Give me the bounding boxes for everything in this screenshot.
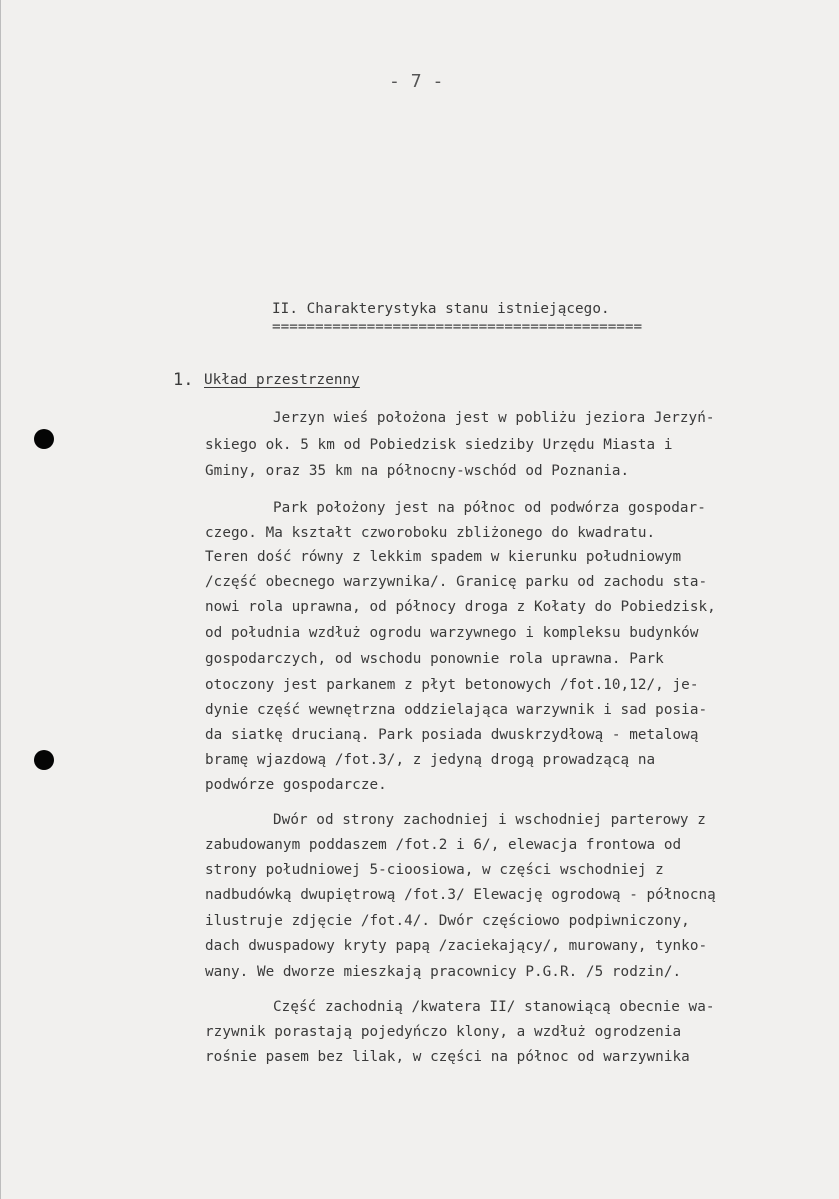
body-line: od południa wzdłuż ogrodu warzywnego i kompleksu budynków	[205, 625, 699, 641]
body-line: da siatkę drucianą. Park posiada dwuskrzydłową - metalową	[205, 727, 699, 743]
body-line: rośnie pasem bez lilak, w części na północ od warzywnika	[205, 1049, 690, 1065]
subsection-number: 1.	[173, 370, 194, 390]
body-line: otoczony jest parkanem z płyt betonowych /fot.10,12/, je-	[205, 677, 699, 693]
body-line: dach dwuspadowy kryty papą /zaciekający/, murowany, tynko-	[205, 938, 708, 954]
body-line: strony południowej 5-cioosiowa, w części wschodniej z	[205, 862, 664, 878]
body-line: wany. We dworze mieszkają pracownicy P.G.R. /5 rodzin/.	[205, 964, 682, 980]
body-line: bramę wjazdową /fot.3/, z jedyną drogą prowadzącą na	[205, 752, 656, 768]
body-line: nowi rola uprawna, od północy droga z Kołaty do Pobiedzisk,	[205, 599, 716, 615]
body-line: nadbudówką dwupiętrową /fot.3/ Elewację ogrodową - północną	[205, 887, 716, 903]
body-line: Część zachodnią /kwatera II/ stanowiącą obecnie wa-	[273, 999, 715, 1015]
body-line: rzywnik porastają pojedyńczo klony, a wzdłuż ogrodzenia	[205, 1024, 682, 1040]
body-line: Jerzyn wieś położona jest w pobliżu jeziora Jerzyń-	[273, 410, 715, 426]
section-title: II. Charakterystyka stanu istniejącego.	[272, 301, 610, 317]
body-line: Park położony jest na północ od podwórza gospodar-	[273, 500, 706, 516]
body-line: ilustruje zdjęcie /fot.4/. Dwór częściowo podpiwniczony,	[205, 913, 690, 929]
body-line: dynie część wewnętrzna oddzielająca warzywnik i sad posia-	[205, 702, 708, 718]
body-line: czego. Ma kształt czworoboku zbliżonego do kwadratu.	[205, 525, 656, 541]
body-line: gospodarczych, od wschodu ponownie rola uprawna. Park	[205, 651, 664, 667]
body-line: skiego ok. 5 km od Pobiedzisk siedziby Urzędu Miasta i	[205, 437, 673, 453]
section-title-underline: ===========================================	[272, 319, 643, 335]
body-line: Teren dość równy z lekkim spadem w kierunku południowym	[205, 549, 682, 565]
body-line: Dwór od strony zachodniej i wschodniej parterowy z	[273, 812, 706, 828]
page-number: - 7 -	[389, 71, 444, 92]
punch-hole	[34, 750, 54, 770]
punch-hole	[34, 429, 54, 449]
body-line: /część obecnego warzywnika/. Granicę parku od zachodu sta-	[205, 574, 708, 590]
subsection-title: Układ przestrzenny	[204, 372, 360, 388]
body-line: Gminy, oraz 35 km na północny-wschód od Poznania.	[205, 463, 630, 479]
body-line: zabudowanym poddaszem /fot.2 i 6/, elewacja frontowa od	[205, 837, 682, 853]
body-line: podwórze gospodarcze.	[205, 777, 387, 793]
